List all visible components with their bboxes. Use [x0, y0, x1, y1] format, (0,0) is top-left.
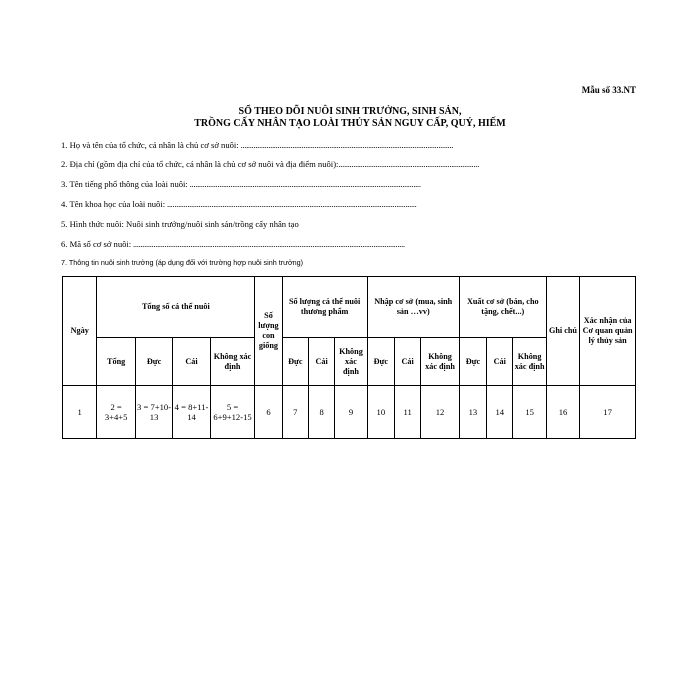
column-number: 3 = 7+10-13	[135, 386, 172, 439]
field-farming-type	[61, 218, 609, 230]
column-number: 7	[282, 386, 308, 439]
subheader-tong: Tổng	[97, 338, 135, 386]
subheader-khong-xac-dinh: Không xác định	[335, 338, 367, 386]
field-value[interactable]: ...................................................................................................................................................	[131, 239, 405, 249]
field-label: 6. Mã số cơ sở nuôi:	[61, 239, 132, 249]
field-value[interactable]: ............................................................................	[338, 159, 479, 169]
field-value[interactable]: .............................................................................................................................	[187, 179, 421, 189]
column-number: 1	[63, 386, 97, 439]
column-number: 11	[394, 386, 420, 439]
subheader-cai: Cái	[487, 338, 513, 386]
header-xac-nhan: Xác nhận của Cơ quan quản lý thủy sản	[580, 277, 636, 386]
field-label: 5. Hình thức nuôi:	[61, 219, 124, 229]
column-number: 13	[459, 386, 486, 439]
form-code: Mẫu số 33.NT	[581, 85, 636, 95]
subheader-cai: Cái	[308, 338, 334, 386]
field-value[interactable]: ...................................................................................................................	[238, 140, 454, 150]
tracking-table	[62, 276, 636, 439]
page-title-line-2: TRỒNG CẤY NHÂN TẠO LOÀI THỦY SẢN NGUY CẤP, QUÝ, HIẾM	[194, 118, 506, 129]
header-xuat-co-so: Xuất cơ sở (bán, cho tặng, chết...)	[459, 277, 546, 338]
field-scientific-name[interactable]	[61, 198, 609, 210]
subheader-cai: Cái	[173, 338, 210, 386]
header-tong-so: Tổng số cá thể nuôi	[97, 277, 255, 338]
field-label: 3. Tên tiếng phổ thông của loài nuôi:	[61, 179, 188, 189]
column-number: 16	[546, 386, 579, 439]
header-ngay: Ngày	[63, 277, 97, 386]
subheader-khong-xac-dinh: Không xác định	[421, 338, 459, 386]
section-7-title: 7. Thông tin nuôi sinh trưởng (áp dụng đối với trường hợp nuôi sinh trưởng)	[61, 258, 304, 267]
column-number: 15	[513, 386, 546, 439]
field-owner-name[interactable]	[61, 139, 609, 151]
field-label: 1. Họ và tên của tổ chức, cá nhân là chủ cơ sở nuôi:	[61, 140, 239, 150]
field-label: 2. Địa chỉ (gồm địa chỉ của tổ chức, cá nhân là chủ cơ sở nuôi và địa điểm nuôi):	[61, 159, 339, 169]
column-number: 5 = 6+9+12-15	[210, 386, 255, 439]
subheader-khong-xac-dinh: Không xác định	[513, 338, 546, 386]
field-facility-code[interactable]	[61, 238, 609, 250]
page-title-line-1: SỔ THEO DÕI NUÔI SINH TRƯỞNG, SINH SẢN,	[238, 106, 462, 117]
field-label: 4. Tên khoa học của loài nuôi:	[61, 199, 166, 209]
header-nhap-co-so: Nhập cơ sở (mua, sinh sản …vv)	[367, 277, 459, 338]
column-number: 2 = 3+4+5	[97, 386, 135, 439]
field-common-name[interactable]	[61, 178, 609, 190]
field-value[interactable]: .......................................................................................................................................	[165, 199, 417, 209]
column-number: 4 = 8+11-14	[173, 386, 210, 439]
column-number: 14	[487, 386, 513, 439]
header-ghi-chu: Ghi chú	[546, 277, 579, 386]
header-thuong-pham: Số lượng cá thể nuôi thương phẩm	[282, 277, 367, 338]
subheader-duc: Đực	[367, 338, 394, 386]
subheader-duc: Đực	[459, 338, 486, 386]
column-number: 8	[308, 386, 334, 439]
field-address[interactable]	[61, 158, 609, 170]
column-number: 12	[421, 386, 459, 439]
header-so-luong-con-giong: Số lượng con giống	[255, 277, 282, 386]
column-number: 9	[335, 386, 367, 439]
column-number: 17	[580, 386, 636, 439]
subheader-duc: Đực	[282, 338, 308, 386]
subheader-duc: Đực	[135, 338, 172, 386]
column-number: 10	[367, 386, 394, 439]
column-number: 6	[255, 386, 282, 439]
subheader-khong-xac-dinh: Không xác định	[210, 338, 255, 386]
subheader-cai: Cái	[394, 338, 420, 386]
field-value: Nuôi sinh trưởng/nuôi sinh sản/trồng cấy nhân tạo	[123, 219, 299, 229]
